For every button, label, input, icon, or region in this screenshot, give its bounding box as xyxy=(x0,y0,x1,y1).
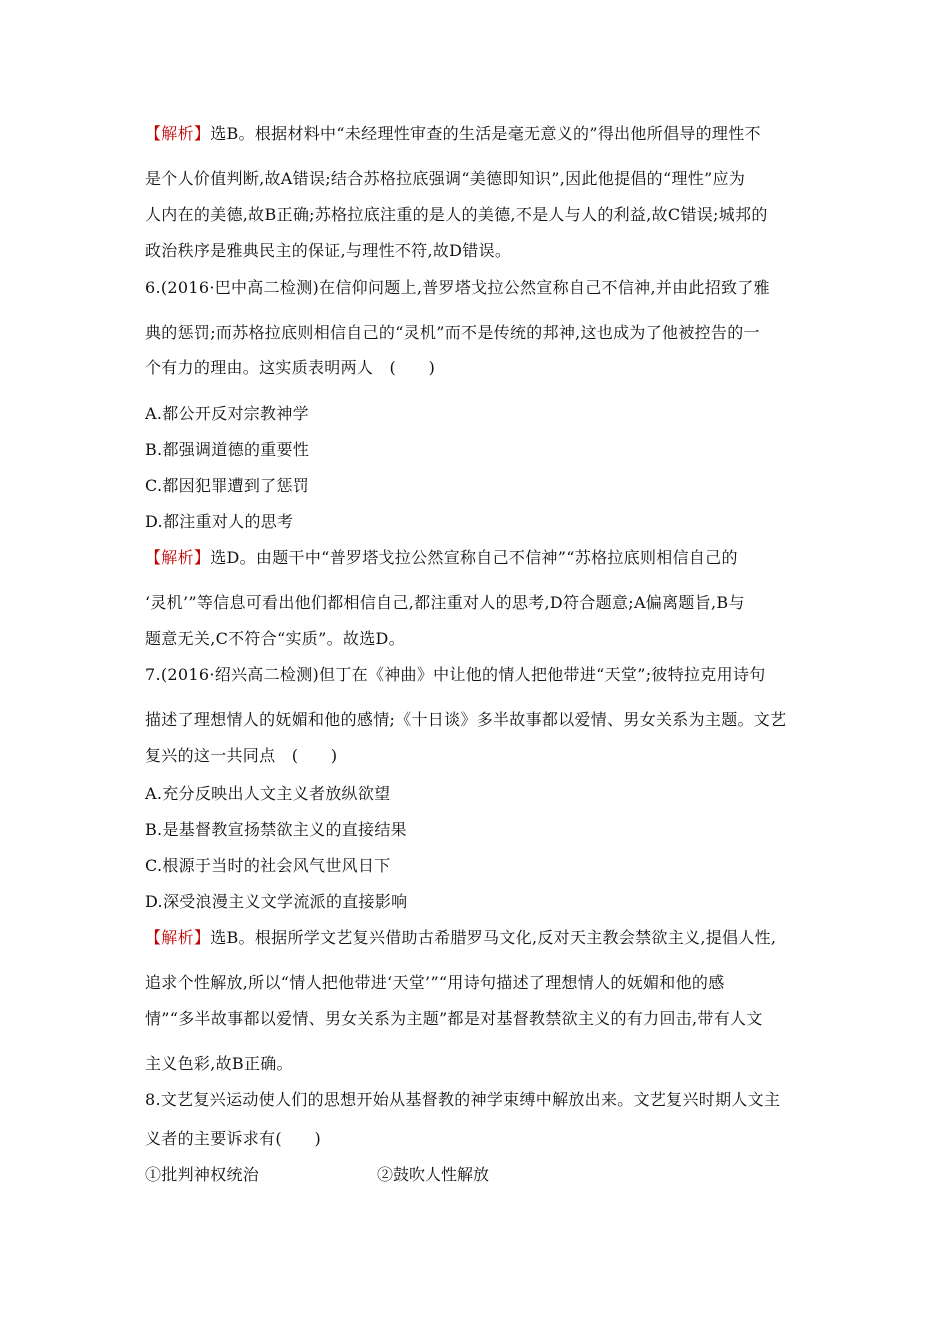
q7-analysis-line-1: 【解析】选B。根据所学文艺复兴借助古希腊罗马文化,反对天主教会禁欲主义,提倡人性, xyxy=(145,928,777,947)
q5-analysis-line-1: 【解析】选B。根据材料中“未经理性审查的生活是毫无意义的”得出他所倡导的理性不 xyxy=(145,124,761,143)
analysis-label: 【解析】 xyxy=(145,548,211,567)
q6-option-d: D.都注重对人的思考 xyxy=(145,512,294,531)
q6-stem-line-3: 个有力的理由。这实质表明两人 ( ) xyxy=(145,358,436,377)
q5-analysis-line-2: 是个人价值判断,故A错误;结合苏格拉底强调“美德即知识”,因此他提倡的“理性”应为 xyxy=(145,169,746,188)
analysis-label: 【解析】 xyxy=(145,928,211,947)
q5-analysis-line-4: 政治秩序是雅典民主的保证,与理性不符,故D错误。 xyxy=(145,241,512,260)
q8-stem-line-1: 8.文艺复兴运动使人们的思想开始从基督教的神学束缚中解放出来。文艺复兴时期人文主 xyxy=(145,1090,781,1109)
q7-stem-line-1: 7.(2016·绍兴高二检测)但丁在《神曲》中让他的情人把他带进“天堂”;彼特拉克用诗句 xyxy=(145,665,766,684)
q6-option-c: C.都因犯罪遭到了惩罚 xyxy=(145,476,310,495)
q7-analysis-line-4: 主义色彩,故B正确。 xyxy=(145,1054,293,1073)
q7-analysis-line-2: 追求个性解放,所以“情人把他带进‘天堂’”“用诗句描述了理想情人的妩媚和他的感 xyxy=(145,973,725,992)
q6-analysis-line-3: 题意无关,C不符合“实质”。故选D。 xyxy=(145,629,405,648)
q7-option-d: D.深受浪漫主义文学流派的直接影响 xyxy=(145,892,408,911)
q7-option-c: C.根源于当时的社会风气世风日下 xyxy=(145,856,391,875)
q6-analysis-line-2: ‘灵机’”等信息可看出他们都相信自己,都注重对人的思考,D符合题意;A偏离题旨,B与 xyxy=(145,593,745,612)
q7-option-a: A.充分反映出人文主义者放纵欲望 xyxy=(145,784,391,803)
q6-option-a: A.都公开反对宗教神学 xyxy=(145,404,309,423)
analysis-label: 【解析】 xyxy=(145,124,211,143)
q8-stem-line-2: 义者的主要诉求有( ) xyxy=(145,1129,322,1148)
q5-analysis-line-3: 人内在的美德,故B正确;苏格拉底注重的是人的美德,不是人与人的利益,故C错误;城邦的 xyxy=(145,205,768,224)
q6-stem-line-2: 典的惩罚;而苏格拉底则相信自己的“灵机”而不是传统的邦神,这也成为了他被控告的一 xyxy=(145,323,760,342)
q6-analysis-line-1: 【解析】选D。由题干中“普罗塔戈拉公然宣称自己不信神”“苏格拉底则相信自己的 xyxy=(145,548,738,567)
q6-stem-line-1: 6.(2016·巴中高二检测)在信仰问题上,普罗塔戈拉公然宣称自己不信神,并由此招致了雅 xyxy=(145,278,770,297)
q7-analysis-line-3: 情”“多半故事都以爱情、男女关系为主题”都是对基督教禁欲主义的有力回击,带有人文 xyxy=(145,1009,763,1028)
q7-stem-line-2: 描述了理想情人的妩媚和他的感情;《十日谈》多半故事都以爱情、男女关系为主题。文艺 xyxy=(145,710,787,729)
q8-option-2: ②鼓吹人性解放 xyxy=(377,1165,490,1184)
q8-option-1: ①批判神权统治 xyxy=(145,1165,260,1184)
q7-stem-line-3: 复兴的这一共同点 ( ) xyxy=(145,746,338,765)
q6-option-b: B.都强调道德的重要性 xyxy=(145,440,310,459)
q7-option-b: B.是基督教宣扬禁欲主义的直接结果 xyxy=(145,820,407,839)
